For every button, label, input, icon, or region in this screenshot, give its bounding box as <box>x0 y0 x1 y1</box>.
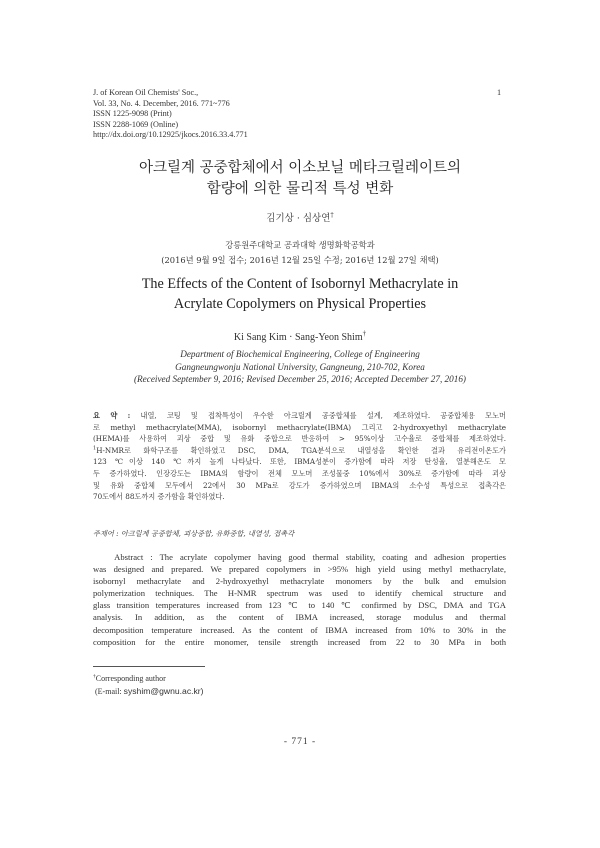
keywords-label: 주제어 : <box>93 529 119 538</box>
korean-affiliation-text: 강릉원주대학교 공과대학 생명화학공학과 <box>225 240 375 250</box>
english-title-line: The Effects of the Content of Isobornyl Methacrylate in <box>141 276 459 292</box>
journal-line: ISSN 1225-9098 (Print) <box>93 109 172 119</box>
english-affiliation <box>0 348 600 386</box>
english-author-names: Ki Sang Kim · Sang-Yeon Shim <box>233 332 363 343</box>
korean-title-line: 아크릴계 공중합체에서 이소보닐 메타크릴레이트의 <box>139 160 461 176</box>
english-abstract <box>93 551 506 648</box>
page-number: 1 <box>497 88 502 97</box>
abstract-line: 로 methyl methacrylate(MMA), isobornyl methacrylate(IBMA) 그리고 2-hydroxyethyl methacrylate <box>93 422 506 432</box>
corresponding-mark: † <box>362 329 367 338</box>
abstract-line: 내열, 코팅 및 접착특성이 우수한 아크릴계 공중합체를 설계, 제조하였다. 공중합체용 모노머 <box>140 411 506 420</box>
korean-title <box>0 158 600 200</box>
english-title-line: Acrylate Copolymers on Physical Properties <box>173 296 427 312</box>
korean-dates: (2016년 9월 9일 접수; 2016년 12월 25일 수정; 2016년 12월 27일 채택) <box>161 255 439 265</box>
korean-abstract-label: 요 약 : <box>93 411 131 420</box>
journal-line: J. of Korean Oil Chemists' Soc., <box>93 88 199 97</box>
abstract-line: glass transition temperatures increased from 123 ℃ to 140 ℃ confirmed by DSC, DMA and TGA <box>93 600 506 611</box>
abstract-line: 두 증가하였다. 인장강도는 IBMA의 함량이 전체 모노머 조성물중 10%에서 30%로 증가함에 따라 괴상 <box>93 468 506 478</box>
journal-line: ISSN 2288-1069 (Online) <box>93 119 179 129</box>
abstract-line: analysis. In addition, as the content of IBMA increased, storage modulus and thermal <box>93 612 506 623</box>
abstract-line: The acrylate copolymer having good thermal stability, coating and adhesion properties <box>159 552 506 562</box>
english-authors <box>0 329 600 343</box>
abstract-line: 및 유화 중합체 모두에서 22에서 30 MPa로 강도가 증가하였으며 IBMA의 소수성 특성으로 접촉각은 <box>93 480 506 490</box>
journal-info <box>93 88 248 141</box>
abstract-line: isobornyl methacrylate and 2-hydroxyethyl methacrylate monomers by the bulk and emulsion <box>93 576 506 587</box>
abstract-line: (HEMA)를 사용하여 괴상 중합 및 유화 중합으로 반응하여 > 95%이상 고수율로 중합체를 제조하였다. <box>93 434 506 444</box>
english-affiliation-line: Gangneungwonju National University, Gangneung, 210-702, Korea <box>175 361 425 372</box>
corresponding-mark: † <box>330 210 334 219</box>
abstract-line: 70도에서 88도까지 증가함을 확인하였다. <box>93 492 225 502</box>
english-abstract-label: Abstract : <box>114 552 153 562</box>
email-label: (E-mail: <box>95 687 122 696</box>
journal-line: Vol. 33, No. 4. December, 2016. 771~776 <box>93 98 230 108</box>
keywords-text: 아크릴계 공중합체, 괴상중합, 유화중합, 내열성, 접촉각 <box>120 529 295 538</box>
footnote-rule <box>93 666 205 667</box>
abstract-line: polymerization techniques. The H-NMR spectrum was used to identify chemical structure and <box>93 588 506 599</box>
korean-authors <box>0 210 600 224</box>
korean-title-line: 함량에 의한 물리적 특성 변화 <box>206 181 394 197</box>
abstract-line: 123 ℃이상 140 ℃까지 높게 나타났다. 또한, IBMA성분이 증가함에 따라 저장 탄성율, 열분해온도 모 <box>93 457 506 467</box>
abstract-line: decomposition temperature increased. As the content of IBMA increased from 10% to 30% in the <box>93 624 506 635</box>
footnote <box>93 672 204 698</box>
abstract-line: composition for the entire monomer, tensile strength increased from 22 to 30 MPa in both <box>93 636 506 647</box>
email-link[interactable]: syshim@gwnu.ac.kr) <box>123 686 204 696</box>
korean-abstract <box>93 410 506 503</box>
korean-affiliation <box>0 238 600 268</box>
english-title <box>0 274 600 314</box>
english-affiliation-line: Department of Biochemical Engineering, College of Engineering <box>180 349 420 359</box>
korean-keywords <box>93 529 294 539</box>
doi-link[interactable]: http://dx.doi.org/10.12925/jkocs.2016.33.4.771 <box>93 130 248 140</box>
nmr-superscript: 1 <box>93 445 97 452</box>
abstract-line: was designed and prepared. We prepared copolymers in >95% high yield using methyl methacrylate, <box>93 564 506 575</box>
korean-author-names: 김기상 · 심상연 <box>266 213 331 224</box>
footnote-mark: † <box>93 673 96 680</box>
abstract-line: H-NMR로 화학구조를 확인하였고 DSC, DMA, TGA분석으로 내열성을 확인한 결과 유리전이온도가 <box>96 445 506 455</box>
footnote-text: Corresponding author <box>95 674 166 683</box>
page-folio: - 771 - <box>283 737 317 747</box>
english-dates: (Received September 9, 2016; Revised December 25, 2016; Accepted December 27, 2016) <box>134 374 466 384</box>
